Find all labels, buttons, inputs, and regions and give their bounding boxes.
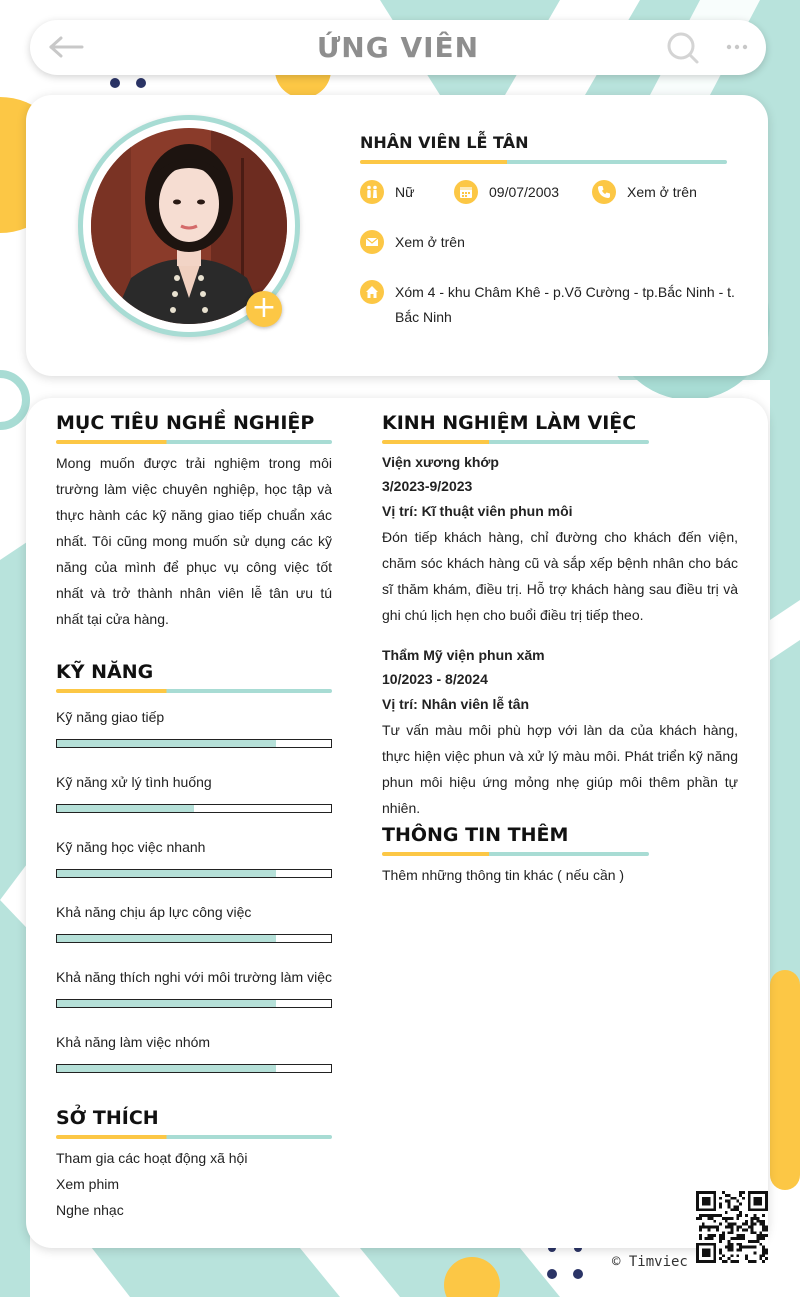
job-title: NHÂN VIÊN LỄ TÂN xyxy=(360,133,529,152)
skill-bar xyxy=(56,999,332,1008)
birthdate-value: 09/07/2003 xyxy=(489,184,560,200)
hobbies-underline xyxy=(56,1135,332,1139)
resume-body-card xyxy=(26,398,768,1248)
gender-icon xyxy=(360,180,384,204)
phone-value: Xem ở trên xyxy=(627,184,697,200)
skill-label: Kỹ năng xử lý tình huống xyxy=(56,774,212,790)
objective-title: MỤC TIÊU NGHỀ NGHIỆP xyxy=(56,412,315,434)
skill-bar xyxy=(56,804,332,813)
skills-title: KỸ NĂNG xyxy=(56,661,154,683)
hobby-item: Xem phim xyxy=(56,1176,120,1192)
email-row xyxy=(360,230,465,255)
skill-label: Kỹ năng giao tiếp xyxy=(56,709,165,725)
calendar-icon xyxy=(454,180,478,204)
mail-icon xyxy=(360,230,384,254)
birthdate-row xyxy=(454,180,559,205)
gender-value: Nữ xyxy=(395,184,415,200)
extra-info-title: THÔNG TIN THÊM xyxy=(382,824,569,846)
profile-card xyxy=(26,95,768,376)
extra-info-underline xyxy=(382,852,649,856)
experience-title: KINH NGHIỆM LÀM VIỆC xyxy=(382,412,637,434)
add-photo-button[interactable]: + xyxy=(246,291,282,327)
experience-underline xyxy=(382,440,649,444)
skill-label: Khả năng chịu áp lực công việc xyxy=(56,904,252,920)
gender-row xyxy=(360,180,414,205)
skill-bar-fill xyxy=(57,1000,276,1007)
job-period: 10/2023 - 8/2024 xyxy=(382,671,488,687)
page-title: ỨNG VIÊN xyxy=(316,31,480,64)
job-position: Vị trí: Kĩ thuật viên phun môi xyxy=(382,503,573,519)
top-bar xyxy=(30,20,766,75)
arrow-left-icon[interactable] xyxy=(48,34,84,60)
job-company: Thẩm Mỹ viện phun xăm xyxy=(382,647,545,663)
skill-bar-fill xyxy=(57,870,276,877)
skill-label: Khả năng làm việc nhóm xyxy=(56,1034,211,1050)
skill-bar-fill xyxy=(57,740,276,747)
job-description: Tư vấn màu môi phù hợp với làn da của khách hàng, thực hiện việc phun và xử lý màu môi. Phát triển kỹ năng phun môi hiệu ứng mỏng nhẹ giúp môi thêm phần tự nhiên. xyxy=(382,722,738,816)
skills-underline xyxy=(56,689,332,693)
hobby-item: Tham gia các hoạt động xã hội xyxy=(56,1150,248,1166)
skill-label: Kỹ năng học việc nhanh xyxy=(56,839,206,855)
extra-info-text: Thêm những thông tin khác ( nếu cần ) xyxy=(382,867,625,883)
skill-bar xyxy=(56,1064,332,1073)
hobbies-title: SỞ THÍCH xyxy=(56,1107,159,1129)
skill-bar xyxy=(56,934,332,943)
job-company: Viện xương khớp xyxy=(382,454,499,470)
skill-bar xyxy=(56,869,332,878)
job-period: 3/2023-9/2023 xyxy=(382,478,473,494)
skill-label: Khả năng thích nghi với môi trường làm việc xyxy=(56,969,332,985)
skill-bar xyxy=(56,739,332,748)
objective-text: Mong muốn được trải nghiệm trong môi trường làm việc chuyên nghiệp, học tập và thực hành các kỹ năng giao tiếp chuẩn xác nhất. Tôi cũng mong muốn sử dụng các kỹ năng của mình để phục vụ công việc tốt nhất và trở thành nhân viên lễ tân ưu tú nhất tại cửa hàng. xyxy=(56,455,332,627)
address-row xyxy=(360,280,740,330)
job-title-underline xyxy=(360,160,727,164)
avatar-frame xyxy=(78,115,300,337)
job-position: Vị trí: Nhân viên lễ tân xyxy=(382,696,530,712)
qr-code xyxy=(696,1191,768,1263)
skill-bar-fill xyxy=(57,1065,276,1072)
email-value: Xem ở trên xyxy=(395,234,465,250)
objective-underline xyxy=(56,440,332,444)
search-icon[interactable] xyxy=(666,31,700,65)
hobby-item: Nghe nhạc xyxy=(56,1202,124,1218)
job-description: Đón tiếp khách hàng, chỉ đường cho khách đến viện, chăm sóc khách hàng cũ và sắp xếp bệnh nhân cho bác sĩ thăm khám, điều trị. Hỗ trợ khách hàng sau điều trị và ghi chú lịch hẹn cho buổi điều trị tiếp theo. xyxy=(382,529,738,623)
home-icon xyxy=(360,280,384,304)
phone-row xyxy=(592,180,697,205)
copyright-text: © Timviec xyxy=(612,1254,688,1270)
address-value: Xóm 4 - khu Châm Khê - p.Võ Cường - tp.Bắc Ninh - t. Bắc Ninh xyxy=(395,284,735,325)
skill-bar-fill xyxy=(57,805,194,812)
skill-bar-fill xyxy=(57,935,276,942)
more-dots-icon[interactable] xyxy=(726,40,748,54)
phone-icon xyxy=(592,180,616,204)
